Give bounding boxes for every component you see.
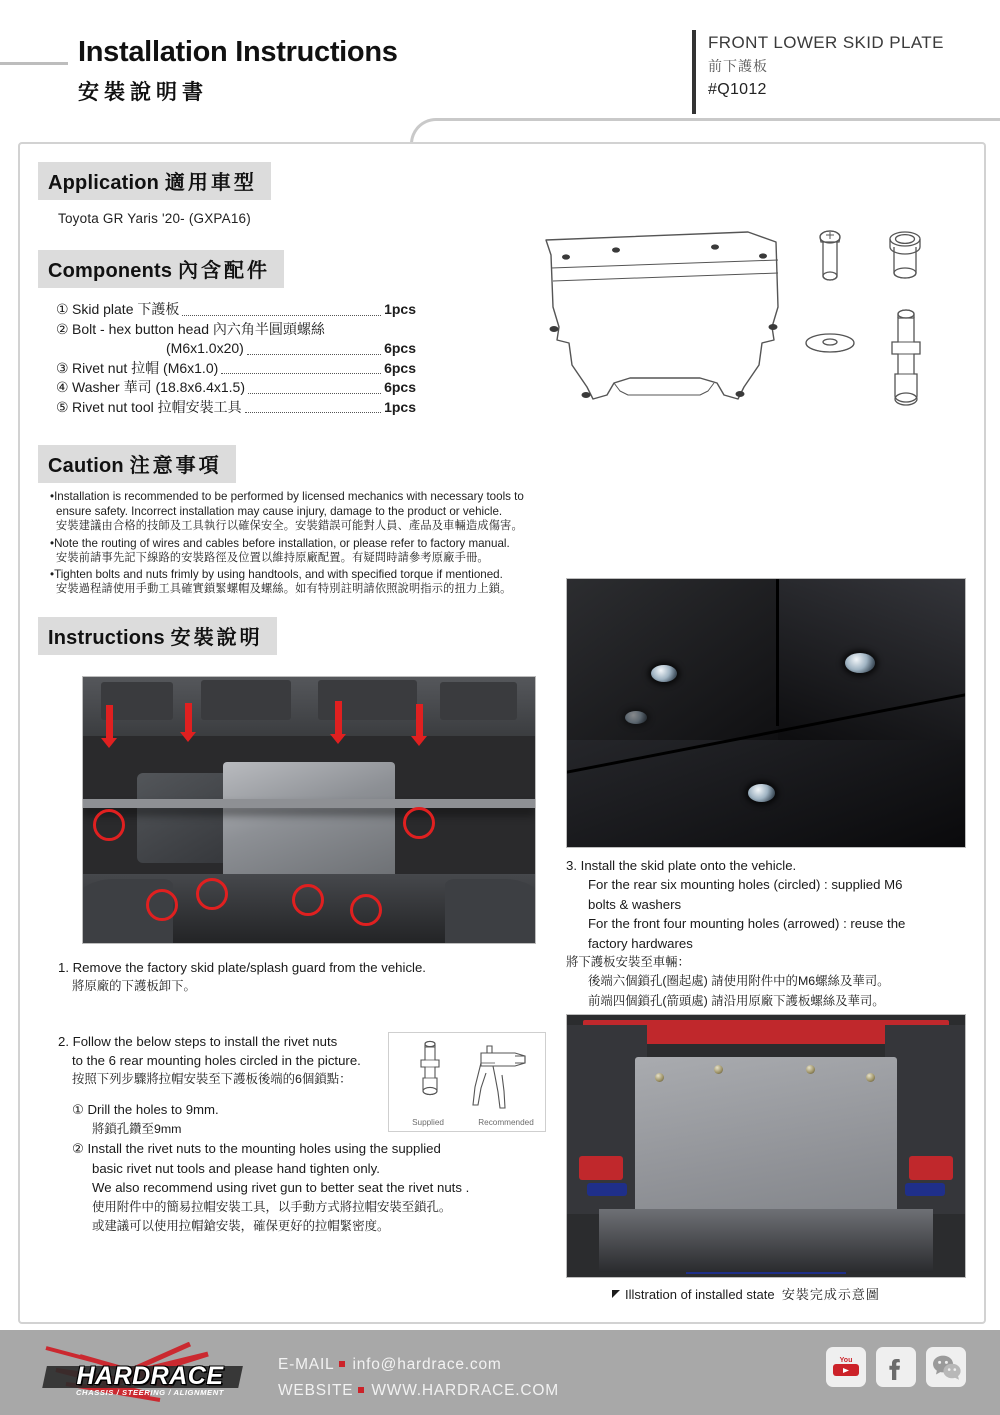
section-heading-caution [38, 445, 236, 483]
component-name: Bolt - hex button head 內六角半圓頭螺絲 [72, 320, 325, 337]
product-diagram-svg [510, 215, 960, 430]
photo-seam [776, 579, 779, 726]
leader-dots [182, 315, 381, 316]
step3-line-en-4: factory hardwares [588, 935, 693, 951]
component-number: ⑤ [56, 398, 69, 415]
step3-line-zh-1: 後端六個鎖孔(圈起處) 請使用附件中的M6螺絲及華司。 [588, 974, 890, 989]
substep-2-zh-line2: 或建議可以使用拉帽鎗安裝，確保更好的拉帽緊密度。 [92, 1219, 390, 1233]
rear-hole-circle [350, 894, 382, 926]
leader-dots [247, 354, 381, 355]
footer-contact [278, 1352, 559, 1404]
plate-bolt [866, 1073, 875, 1082]
section-heading-instructions [38, 617, 277, 655]
recommended-label: Recommended [478, 1118, 534, 1127]
caution-item [50, 489, 562, 535]
rear-hole-circle [146, 889, 178, 921]
caution-heading-zh: 注意事項 [129, 455, 222, 477]
photo-undercarriage-factory [82, 676, 536, 944]
caution-item [50, 536, 562, 566]
supplied-label: Supplied [412, 1118, 444, 1127]
part-number: #Q1012 [708, 81, 767, 99]
page-header [0, 0, 1000, 140]
rear-hole-circle [292, 884, 324, 916]
rear-hole-circle [403, 807, 435, 839]
caution-item [50, 567, 562, 597]
photo-blue-accent [587, 1183, 627, 1196]
component-number: ① [56, 301, 69, 317]
front-hole-arrow [106, 705, 113, 739]
product-info [692, 30, 1000, 103]
application-heading-en: Application [48, 172, 160, 194]
substep-2-line2: basic rivet nut tools and please hand tighten only. [92, 1160, 380, 1176]
step3-line-en-2: bolts & washers [588, 896, 682, 912]
component-name: Washer 華司 (18.8x6.4x1.5) [72, 379, 245, 395]
footer-email-row [278, 1352, 559, 1378]
substep-1 [72, 1100, 542, 1120]
caption-flag-icon [612, 1290, 620, 1298]
substep-text-en: Install the rivet nuts to the mounting holes using the supplied [87, 1141, 441, 1156]
email-value[interactable]: info@hardrace.com [352, 1356, 502, 1373]
step1-text-zh: 將原廠的下護板卸下。 [72, 979, 196, 993]
photo-region [83, 799, 535, 808]
caution-text-zh: 安裝過程請使用手動工具確實鎖緊螺帽及螺絲。如有特別註明請依照說明指示的扭力上鎖。 [56, 583, 512, 596]
product-name-zh: 前下護板 [708, 58, 768, 75]
photo-region [201, 680, 291, 720]
component-item [56, 359, 416, 379]
photo-installed-state [566, 1014, 966, 1278]
product-name-en: FRONT LOWER SKID PLATE [708, 33, 944, 52]
wechat-icon[interactable] [926, 1347, 966, 1387]
illustration-caption [612, 1284, 880, 1303]
email-label: E-MAIL [278, 1356, 335, 1373]
instruction-step-2 [58, 1032, 408, 1089]
component-item-continuation [56, 339, 416, 359]
plate-crease-top [551, 260, 778, 268]
plate-bolt [655, 1073, 664, 1082]
facebook-icon[interactable] [876, 1347, 916, 1387]
instructions-heading-zh: 安裝說明 [170, 627, 263, 649]
svg-text:You: You [839, 1357, 853, 1364]
instruction-substeps [72, 1100, 542, 1237]
component-name: Rivet nut 拉帽 (M6x1.0) [72, 359, 219, 376]
website-label: WEBSITE [278, 1382, 354, 1399]
skid-plate-outline [546, 232, 778, 399]
caution-text-en: • Installation is recommended to be performed by licensed mechanics with necessary tools to ensure safety. Incorrect installation may cause injury, damage to the product or vehicle. [50, 489, 562, 519]
substep-2-zh-line1: 使用附件中的簡易拉帽安裝工具，以手動方式將拉帽安裝至鎖孔。 [92, 1199, 452, 1214]
caution-heading-en: Caution [48, 455, 124, 477]
rivet-nut-installed [651, 665, 677, 682]
section-heading-application [38, 162, 271, 200]
rear-hole-circle [196, 878, 228, 910]
photo-rivet-nuts-installed [566, 578, 966, 848]
substep-2-line3: We also recommend using rivet gun to better seat the rivet nuts . [92, 1180, 470, 1195]
application-heading-zh: 適用車型 [164, 172, 257, 194]
illustration-caption-zh: 安裝完成示意圖 [781, 1287, 880, 1302]
rivet-nut-icon [890, 232, 920, 278]
substep-2 [72, 1139, 542, 1159]
rivet-nut-installed [845, 653, 875, 673]
hardrace-logo [40, 1342, 260, 1404]
plate-channel [614, 383, 714, 395]
bullet-square-icon [339, 1361, 345, 1367]
front-hole-arrow [335, 701, 342, 735]
component-name: Rivet nut tool 拉帽安裝工具 [72, 398, 242, 415]
plate-mounting-holes [550, 244, 778, 398]
leader-dots [245, 412, 381, 413]
title-rule [0, 62, 68, 65]
components-heading-zh: 內含配件 [177, 260, 270, 282]
components-list [56, 300, 416, 417]
caution-text-en: • Note the routing of wires and cables before installation, or please refer to factory manual. [50, 536, 562, 551]
component-qty: 6pcs [384, 359, 416, 376]
component-item [56, 300, 416, 320]
plate-crease-bottom [553, 273, 778, 281]
logo-tagline: CHASSIS / STEERING / ALIGNMENT [75, 1388, 225, 1397]
step2-text-zh: 按照下列步驟將拉帽安裝至下護板後端的6個鎖點： [72, 1072, 352, 1086]
bolt-icon [820, 231, 840, 280]
step3-title-zh: 將下護板安裝至車輛： [566, 955, 690, 970]
component-number: ④ [56, 379, 69, 395]
component-spec: (M6x1.0x20) [166, 340, 244, 356]
washer-icon [806, 334, 854, 352]
component-number: ② [56, 320, 69, 337]
product-diagram [510, 215, 960, 430]
step2-text-en-line2: to the 6 rear mounting holes circled in the picture. [72, 1053, 361, 1068]
front-hole-arrow [185, 703, 192, 733]
photo-region [440, 682, 517, 719]
website-value[interactable]: WWW.HARDRACE.COM [371, 1382, 559, 1399]
caution-text-en: • Tighten bolts and nuts frimly by using handtools, and with specified torque if mentioned. [50, 567, 562, 582]
footer-website-row [278, 1378, 559, 1404]
step3-title-en: 3. Install the skid plate onto the vehicle. [566, 858, 797, 873]
photo-red-accent [579, 1156, 623, 1180]
substep-text-en: Drill the holes to 9mm. [87, 1102, 219, 1117]
photo-blue-accent [905, 1183, 945, 1196]
components-heading-en: Components [48, 260, 173, 282]
page-title: Installation Instructions [78, 36, 398, 68]
component-qty: 1pcs [384, 398, 416, 415]
substep-number: ② [72, 1141, 84, 1156]
leader-dots [248, 393, 381, 394]
step3-line-zh-2: 前端四個鎖孔(箭頭處) 請沿用原廠下護板螺絲及華司。 [588, 993, 885, 1008]
caution-text-zh: 安裝前請事先記下線路的安裝路徑及位置以維持原廠配置。有疑問時請參考原廠手冊。 [56, 551, 489, 564]
recommended-rivet-gun-icon [473, 1046, 525, 1108]
component-qty: 6pcs [384, 340, 416, 356]
page-title-zh: 安裝說明書 [78, 81, 208, 104]
youtube-icon[interactable] [826, 1347, 866, 1387]
step3-line-en-1: For the rear six mounting holes (circled) : supplied M6 [588, 877, 903, 893]
caution-list [50, 489, 562, 598]
rivet-nut-installed [748, 784, 775, 802]
step3-line-en-3: For the front four mounting holes (arrowed) : reuse the [588, 916, 906, 932]
front-hole-arrow [416, 704, 423, 737]
photo-panel-left [567, 579, 778, 740]
substep-number: ① [72, 1102, 84, 1117]
step2-text-en-line1: 2. Follow the below steps to install the rivet nuts [58, 1034, 338, 1049]
application-vehicle: Toyota GR Yaris '20- (GXPA16) [58, 211, 251, 226]
caution-text-zh: 安裝建議由合格的技師及工具執行以確保安全。安裝錯誤可能對人員、產品及車輛造成傷害。 [56, 520, 523, 533]
instructions-heading-en: Instructions [48, 627, 165, 649]
leader-dots [221, 373, 381, 374]
step1-text-en: 1. Remove the factory skid plate/splash guard from the vehicle. [58, 960, 426, 975]
plate-bolt [714, 1065, 723, 1074]
rivet-nut-tool-icon [892, 310, 920, 405]
logo-wordmark: HARDRACE [76, 1362, 224, 1390]
component-number: ③ [56, 359, 69, 376]
photo-region [223, 762, 395, 879]
plate-bolt [806, 1065, 815, 1074]
instruction-step-3 [566, 856, 966, 1011]
section-heading-components [38, 250, 284, 288]
component-qty: 6pcs [384, 379, 416, 395]
rivet-nut-installed [625, 711, 647, 724]
component-qty: 1pcs [384, 301, 416, 317]
photo-red-accent [909, 1156, 953, 1180]
supplied-tool-icon [421, 1041, 439, 1094]
social-links [826, 1347, 966, 1391]
bullet-square-icon [358, 1387, 364, 1393]
component-item [56, 398, 416, 418]
component-item [56, 320, 416, 340]
photo-region [445, 879, 536, 943]
substep-1-zh: 將鎖孔鑽至9mm [92, 1121, 182, 1136]
instruction-step-1 [58, 958, 538, 996]
photo-subframe [599, 1209, 933, 1272]
photo-region [318, 680, 417, 720]
illustration-caption-en: Illstration of installed state [625, 1287, 775, 1302]
rear-hole-circle [93, 809, 125, 841]
component-name: Skid plate 下護板 [72, 301, 180, 317]
component-item [56, 378, 416, 398]
